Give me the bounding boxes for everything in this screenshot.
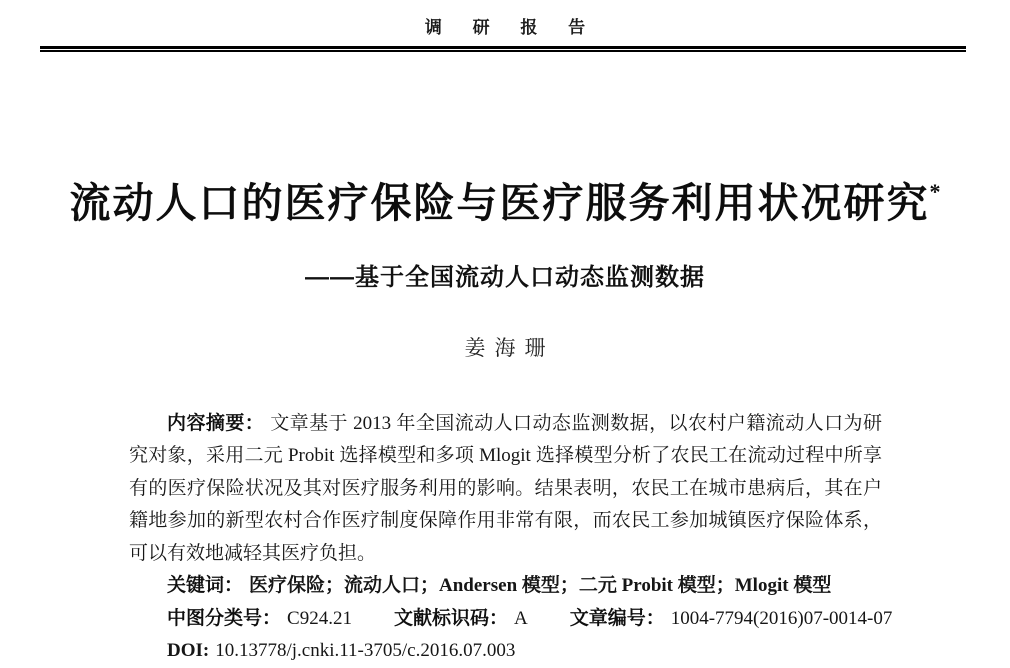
article-id-value: 1004-7794(2016)07-0014-07	[670, 607, 893, 629]
doi-value: 10.13778/j.cnki.11-3705/c.2016.07.003	[215, 640, 516, 662]
doi-label: DOI:	[167, 640, 210, 662]
doc-code-label: 文献标识码：	[393, 607, 508, 629]
abstract-paragraph	[129, 408, 882, 571]
article-title	[0, 178, 1010, 229]
article-id-label: 文章编号：	[569, 607, 665, 629]
abstract-text: 文章基于 2013 年全国流动人口动态监测数据，以农村户籍流动人口为研究对象，采用二元 Probit 选择模型和多项 Mlogit 选择模型分析了农民工在流动过程中所享有的医疗保险状况及其对医疗服务利用的影响。结果表明，农民工在城市患病后，其在户籍地参加的新型农村合作医疗制度保障作用非常有限，而农民工参加城镇医疗保险体系，可以有效地减轻其医疗负担。	[129, 412, 882, 564]
running-head: 调 研 报 告	[424, 18, 599, 37]
doi-line	[129, 635, 882, 668]
abstract-label: 内容摘要：	[167, 412, 265, 434]
front-matter	[129, 408, 893, 668]
keywords-line	[129, 570, 882, 603]
keywords-label: 关键词：	[167, 575, 244, 597]
clc-label: 中图分类号：	[167, 607, 282, 629]
title-footnote-marker: *	[929, 179, 941, 204]
article-subtitle: ——基于全国流动人口动态监测数据	[305, 263, 705, 291]
keywords-text: 医疗保险；流动人口；Andersen 模型；二元 Probit 模型；Mlogit 模型	[249, 575, 832, 597]
header-double-rule	[40, 46, 966, 52]
doc-code-value: A	[513, 607, 528, 629]
clc-value: C924.21	[287, 607, 352, 629]
article-title-text: 流动人口的医疗保险与医疗服务利用状况研究	[69, 180, 930, 226]
classification-line	[129, 603, 893, 636]
author-name: 姜海珊	[464, 335, 555, 360]
